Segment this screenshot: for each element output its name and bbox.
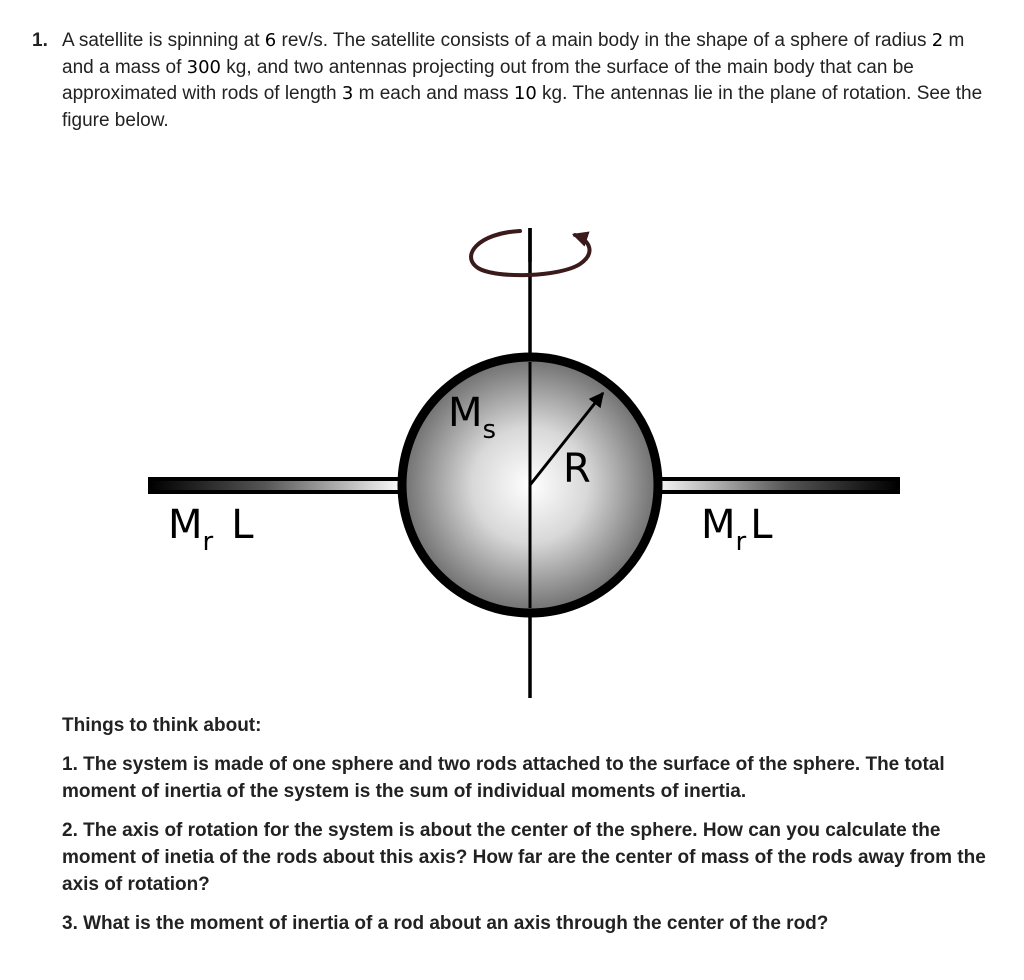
left-rod-label-main: M — [168, 502, 203, 548]
hint-item-2: 2. The axis of rotation for the system is about the center of the sphere. How can you calculate the moment of inetia of the rods about this axis? How far are the center of mass of the rods away from the axis of rotation? — [62, 820, 986, 895]
left-rod-label-sub: r — [202, 527, 214, 557]
right-rod-label-length: L — [750, 502, 773, 548]
rev-value: 6 — [264, 30, 277, 51]
hints-heading: Things to think about: — [62, 715, 262, 736]
problem-text-part-5: m each and mass — [353, 83, 514, 104]
problem-text-part-4: kg, and two antennas projecting out from the surface of the main body that can be approximated with rods of length — [62, 56, 914, 104]
sphere-mass-value: 300 — [186, 56, 221, 78]
problem-text-part-2: rev/s. The satellite consists of a main body in the shape of a sphere of radius — [276, 30, 932, 51]
right-antenna-rod — [650, 477, 900, 494]
left-antenna-rod — [148, 477, 406, 494]
hint-item-3: 3. What is the moment of inertia of a rod about an axis through the center of the rod? — [62, 913, 829, 934]
hint-item-1: 1. The system is made of one sphere and two rods attached to the surface of the sphere. The total moment of inertia of the system is the sum of individual moments of inertia. — [62, 754, 945, 802]
right-rod-label-sub: r — [735, 527, 747, 557]
sphere-mass-label-main: M — [448, 390, 483, 436]
problem-number: 1. — [32, 30, 48, 51]
radius-label: R — [563, 446, 591, 492]
rod-mass-value: 10 — [513, 83, 537, 104]
problem-text-part-1: A satellite is spinning at — [62, 30, 265, 51]
sphere-mass-label-sub: s — [482, 415, 497, 445]
right-rod-label-main: M — [701, 502, 736, 548]
right-rod-label — [701, 502, 773, 557]
problem-text-part-6: kg. The antennas lie in the plane of rotation. See the figure below. — [62, 83, 983, 131]
rod-length-value: 3 — [341, 83, 354, 104]
left-rod-label-length: L — [231, 502, 254, 548]
problem-text-part-3: m and a mass of — [62, 30, 965, 78]
left-rod-label — [168, 502, 254, 557]
hints-section — [62, 712, 992, 949]
radius-value: 2 — [931, 30, 944, 51]
